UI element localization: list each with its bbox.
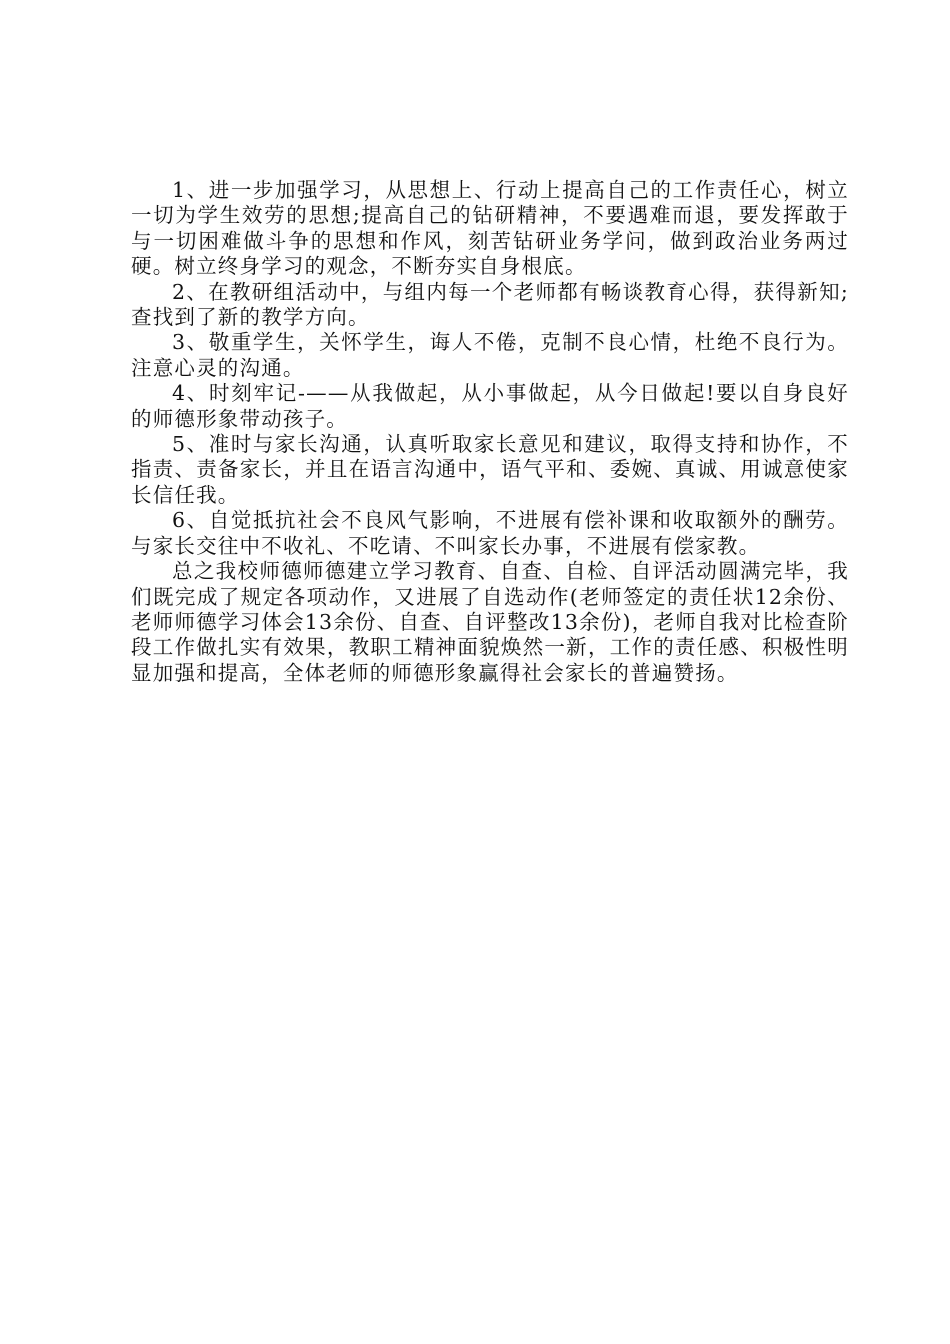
- paragraph-summary: 总之我校师德师德建立学习教育、自查、自检、自评活动圆满完毕，我们既完成了规定各项动作，又进展了自选动作(老师签定的责任状12余份、老师师德学习体会13余份、自查、自评整改13余份)，老师自我对比检查阶段工作做扎实有效果，教职工精神面貌焕然一新，工作的责任感、积极性明显加强和提高，全体老师的师德形象赢得社会家长的普遍赞扬。: [131, 559, 849, 685]
- paragraph-5: 5、准时与家长沟通，认真听取家长意见和建议，取得支持和协作，不指责、责备家长，并且在语言沟通中，语气平和、委婉、真诚、用诚意使家长信任我。: [131, 432, 849, 507]
- paragraph-1: 1、进一步加强学习，从思想上、行动上提高自己的工作责任心，树立一切为学生效劳的思想;提高自己的钻研精神，不要遇难而退，要发挥敢于与一切困难做斗争的思想和作风，刻苦钻研业务学问，做到政治业务两过硬。树立终身学习的观念，不断夯实自身根底。: [131, 178, 849, 279]
- paragraph-2: 2、在教研组活动中，与组内每一个老师都有畅谈教育心得，获得新知;查找到了新的教学方向。: [131, 279, 849, 330]
- document-body: [131, 178, 849, 686]
- paragraph-4: 4、时刻牢记-——从我做起，从小事做起，从今日做起!要以自身良好的师德形象带动孩子。: [131, 381, 849, 431]
- paragraph-3: 3、敬重学生，关怀学生，诲人不倦，克制不良心情，杜绝不良行为。注意心灵的沟通。: [131, 330, 849, 380]
- paragraph-6: 6、自觉抵抗社会不良风气影响，不进展有偿补课和收取额外的酬劳。与家长交往中不收礼、不吃请、不叫家长办事，不进展有偿家教。: [131, 508, 849, 558]
